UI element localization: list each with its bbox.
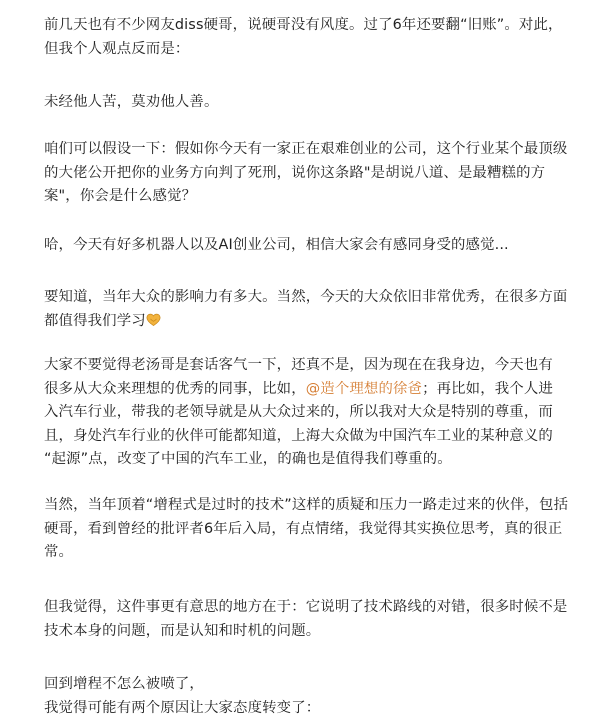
paragraph-8-line-1: 但我觉得，这件事更有意思的地方在于：它说明了技术路线的对错，很多时候不是 [44, 599, 568, 615]
paragraph-5-line-1: 要知道，当年大众的影响力有多大。当然，今天的大众依旧非常优秀，在很多方面 [44, 289, 568, 305]
paragraph-6-line-1: 大家不要觉得老汤哥是套话客气一下，还真不是，因为现在在我身边，今天也有 [44, 357, 553, 373]
paragraph-2 [44, 91, 219, 115]
paragraph-4-line-1: 哈，今天有好多机器人以及AI创业公司，相信大家会有感同身受的感觉... [44, 237, 509, 253]
paragraph-6-line-2-end: ；再比如，我个人进 [422, 380, 553, 397]
paragraph-5-line-2-text: 都值得我们学习 [44, 312, 146, 329]
paragraph-4 [44, 234, 509, 258]
user-mention-link[interactable]: @造个理想的徐爸 [305, 380, 423, 397]
paragraph-3-line-1: 咱们可以假设一下：假如你今天有一家正在艰难创业的公司，这个行业某个最顶级 [44, 141, 568, 157]
paragraph-8-line-2: 技术本身的问题，而是认知和时机的问题。 [44, 622, 321, 639]
paragraph-9-line-1: 回到增程不怎么被喷了， [44, 676, 204, 692]
paragraph-7-line-1: 当然，当年顶着“增程式是过时的技术”这样的质疑和压力一路走过来的伙伴，包括 [44, 497, 569, 513]
paragraph-6 [44, 354, 553, 472]
paragraph-3 [44, 138, 567, 209]
paragraph-6-line-3: 入汽车行业，带我的老领导就是从大众过来的，所以我对大众是特别的尊重，而 [44, 404, 553, 420]
heart-hands-emoji-icon [146, 313, 161, 327]
paragraph-6-line-2 [44, 378, 553, 402]
paragraph-9-line-2: 我觉得可能有两个原因让大家态度转变了： [44, 699, 321, 716]
paragraph-3-line-3: 案"，你会是什么感觉？ [44, 188, 197, 204]
paragraph-7-line-3: 常。 [44, 544, 74, 560]
paragraph-8 [44, 596, 567, 643]
paragraph-9 [44, 673, 320, 720]
paragraph-3-line-2: 的大佬公开把你的业务方向判了死刑，说你这条路"是胡说八道、是最糟糕的方 [44, 164, 546, 181]
paragraph-2-line-1: 未经他人苦，莫劝他人善。 [44, 94, 219, 110]
paragraph-6-line-2-start: 很多从大众来理想的优秀的同事，比如， [44, 380, 306, 397]
paragraph-6-line-5: “起源”点，改变了中国的汽车工业，的确也是值得我们尊重的。 [44, 451, 452, 467]
paragraph-1-line-2: 但我个人观点反而是： [44, 40, 190, 57]
paragraph-7-line-2: 硬哥，看到曾经的批评者6年后入局，有点情绪，我觉得其实换位思考，真的很正 [44, 520, 563, 537]
paragraph-1-line-1: 前几天也有不少网友diss硬哥，说硬哥没有风度。过了6年还要翻“旧账”。对此， [44, 17, 563, 33]
paragraph-5-line-2 [44, 310, 567, 334]
paragraph-6-line-4: 且，身处汽车行业的伙伴可能都知道，上海大众做为中国汽车工业的某种意义的 [44, 427, 553, 444]
paragraph-5 [44, 286, 567, 333]
paragraph-7 [44, 494, 568, 565]
paragraph-1 [44, 14, 563, 61]
